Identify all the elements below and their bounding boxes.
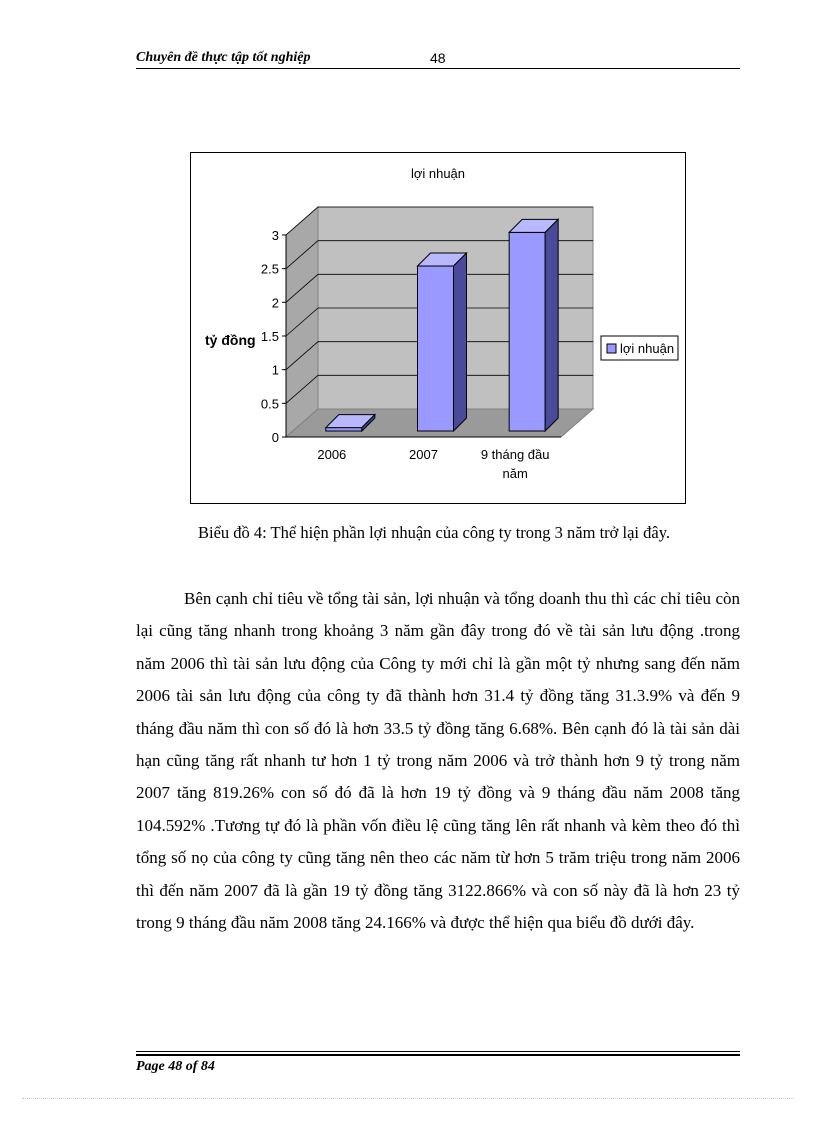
- page-header: [136, 48, 740, 69]
- chart-y-axis-label: tỷ đồng: [205, 332, 256, 348]
- chart-bar-side: [454, 253, 467, 431]
- chart-y-tick-label: 3: [271, 228, 279, 243]
- chart-caption: Biểu đồ 4: Thể hiện phần lợi nhuận của công ty trong 3 năm trở lại đây.: [197, 523, 670, 542]
- footer-page-label: Page 48 of 84: [136, 1059, 215, 1074]
- document-title: Chuyên đề thực tập tốt nghiệp: [136, 50, 311, 65]
- chart-bar: [509, 232, 545, 431]
- chart-x-tick-label: 2007: [409, 447, 438, 462]
- chart-canvas: [191, 153, 685, 503]
- chart-bar: [326, 428, 362, 431]
- profit-chart: [190, 152, 686, 504]
- chart-y-tick-label: 1.5: [260, 329, 279, 344]
- chart-x-tick-label: năm: [502, 466, 528, 481]
- chart-title: lợi nhuận: [410, 166, 466, 181]
- chart-y-tick-label: 2.5: [260, 261, 279, 277]
- chart-bar: [418, 266, 454, 431]
- chart-legend-swatch: [607, 344, 616, 353]
- footer-rule-thick: [136, 1054, 740, 1056]
- chart-y-tick-label: 0.5: [260, 396, 279, 412]
- chart-y-tick-label: 1: [271, 362, 279, 378]
- header-page-number: 48: [430, 50, 446, 66]
- page-bottom-border: [22, 1098, 794, 1099]
- chart-x-tick-label: 9 tháng đầu: [480, 447, 550, 462]
- footer-rule: [136, 1051, 740, 1052]
- chart-x-tick-label: 2006: [317, 447, 347, 462]
- chart-y-tick-label: 2: [271, 295, 279, 311]
- chart-y-tick-label: 0: [271, 430, 279, 445]
- body-paragraph: Bên cạnh chỉ tiêu về tổng tài sản, lợi nhuận và tổng doanh thu thì các chỉ tiêu còn lại cũng tăng nhanh trong khoảng 3 năm gần đây trong đó về tài sản lưu động .trong năm 2006 thì tài sản lưu động của Công ty mới chỉ là gần một tỷ nhưng sang đến năm 2006 tài sản lưu động của công ty đã thành hơn 31.4 tỷ đồng tăng 31.3.9% và đến 9 tháng đầu năm thì con số đó là hơn 33.5 tỷ đồng tăng 6.68%. Bên cạnh đó là tài sản dài hạn cũng tăng rất nhanh tư hơn 1 tỷ trong năm 2006 và trở thành hơn 9 tỷ trong năm 2007 tăng 819.26% con số đó đã là hơn 19 tỷ đồng và 9 tháng đầu năm 2008 tăng 104.592% .Tương tự đó là phần vốn điều lệ cũng tăng lên rất nhanh và kèm theo đó thì tổng số nọ của công ty cũng tăng nên theo các năm từ hơn 5 trăm triệu trong năm 2006 thì đến năm 2007 đã là gần 19 tỷ đồng tăng 3122.866% và con số này đã là hơn 23 tỷ trong 9 tháng đầu năm 2008 tăng 24.166% và được thể hiện qua biểu đồ dưới đây.: [136, 589, 740, 933]
- chart-legend-label: lợi nhuận: [620, 341, 675, 356]
- chart-bar-side: [545, 219, 558, 431]
